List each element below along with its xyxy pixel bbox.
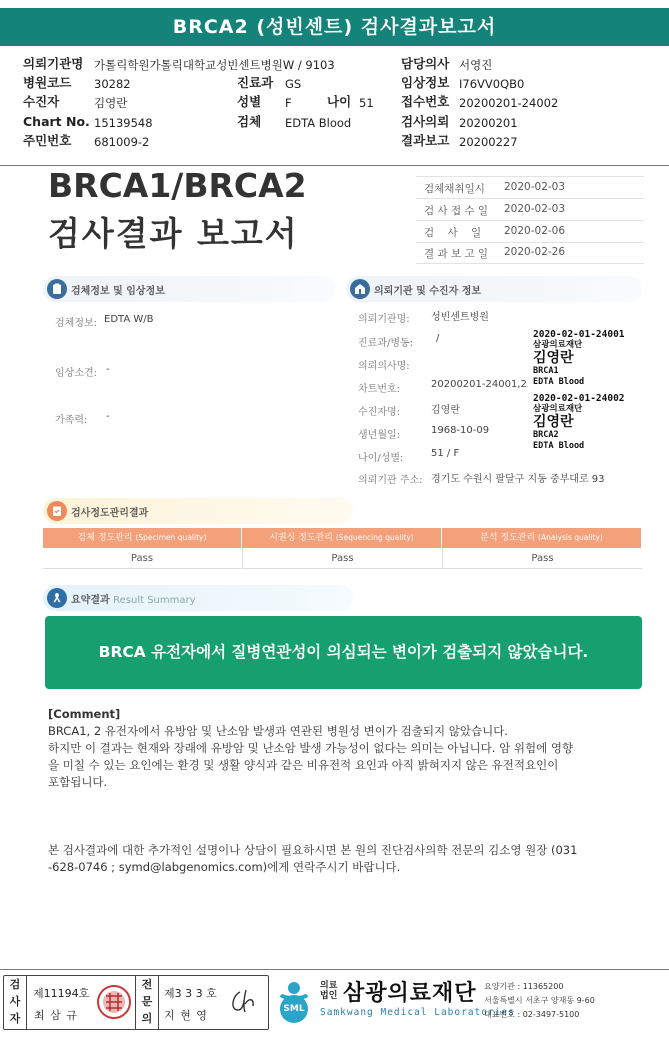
specimen-code: 2020-02-01-24002 bbox=[533, 393, 625, 404]
sample-section-header bbox=[43, 276, 336, 302]
header-value: 51 bbox=[359, 96, 374, 110]
date-label: 검체채취일시 bbox=[424, 183, 485, 195]
header-row bbox=[23, 133, 663, 151]
client-label: 의뢰기관 주소: bbox=[358, 475, 423, 486]
summary-section-title bbox=[71, 591, 196, 606]
qc-result: Pass bbox=[442, 549, 642, 569]
summary-heading-en: Result Summary bbox=[113, 595, 196, 606]
header-value: 30282 bbox=[94, 77, 131, 91]
header-row bbox=[23, 56, 663, 74]
header-value: 서영진 bbox=[459, 58, 493, 72]
label-char: 문 bbox=[141, 995, 153, 1008]
qc-header-ko: 시퀀싱 정도관리 bbox=[269, 533, 333, 543]
date-label: 결 과 보 고 일 bbox=[424, 248, 489, 260]
comment-line: BRCA1, 2 유전자에서 유방암 및 난소암 발생과 연관된 병원성 변이가 검출되지 않았습니다. bbox=[48, 724, 508, 738]
qc-result: Pass bbox=[43, 549, 241, 569]
family-history-value: - bbox=[106, 411, 110, 422]
qc-result: Pass bbox=[242, 549, 442, 569]
header-key: 접수번호 bbox=[401, 94, 450, 109]
header-key: 검사의뢰 bbox=[401, 114, 450, 129]
org-contact-line: 대표번호 : 02-3497-5100 bbox=[484, 1010, 580, 1019]
summary-section-header bbox=[43, 585, 353, 611]
summary-heading-ko: 요약결과 bbox=[71, 595, 110, 606]
red-seal-icon bbox=[96, 984, 132, 1020]
header-row bbox=[23, 94, 663, 112]
summary-result: BRCA 유전자에서 질병연관성이 의심되는 변이가 검출되지 않았습니다. bbox=[45, 616, 642, 689]
client-value: 51 / F bbox=[431, 448, 460, 459]
org-contact-line: 서울특별시 서초구 양재동 9-60 bbox=[484, 996, 595, 1005]
header-key: 검체 bbox=[237, 114, 262, 129]
qc-header-cell bbox=[242, 528, 441, 548]
signature-icon bbox=[226, 986, 262, 1018]
org-contact bbox=[484, 980, 595, 1022]
sample-value: EDTA W/B bbox=[104, 314, 154, 325]
ribbon-icon bbox=[47, 588, 67, 608]
header-value: GS bbox=[285, 77, 302, 91]
date-label: 검 사 일 bbox=[424, 227, 482, 239]
comment-heading: [Comment] bbox=[48, 707, 121, 721]
client-value: / bbox=[436, 333, 440, 344]
label-char: 전 bbox=[141, 978, 153, 991]
date-value: 2020-02-03 bbox=[504, 181, 566, 193]
date-row bbox=[416, 199, 644, 221]
comment-line: 포함됩니다. bbox=[48, 775, 108, 789]
date-value: 2020-02-03 bbox=[504, 203, 566, 215]
client-label: 수진자명: bbox=[358, 407, 401, 418]
header-key: 진료과 bbox=[237, 75, 274, 90]
client-section-title: 의뢰기관 및 수진자 정보 bbox=[374, 286, 482, 297]
date-label: 검 사 접 수 일 bbox=[424, 205, 489, 217]
client-label: 생년월일: bbox=[358, 430, 401, 441]
client-value: 김영란 bbox=[431, 405, 460, 416]
contact-line: -628-0746 ; symd@labgenomics.com)에게 연락주시기 바랍니다. bbox=[48, 860, 401, 874]
date-table bbox=[416, 168, 644, 264]
inspector-name: 최 삼 규 bbox=[34, 1009, 78, 1022]
comment-line: 하지만 이 결과는 현재와 장래에 유방암 및 난소암 발생 가능성이 없다는 의미는 아닙니다. 암 위험에 영향 bbox=[48, 741, 574, 755]
qc-header-cell bbox=[442, 528, 641, 548]
header-title: BRCA2 (성빈센트) 검사결과보고서 bbox=[172, 16, 497, 38]
org-prefix bbox=[320, 981, 337, 1001]
header-key: 주민번호 bbox=[23, 133, 72, 148]
client-label: 의뢰의사명: bbox=[358, 361, 410, 372]
clinical-label: 임상소견: bbox=[55, 368, 98, 379]
header-value: 20200201-24002 bbox=[459, 96, 559, 110]
client-label: 의뢰기관명: bbox=[358, 314, 410, 325]
report-title-line2: 검사결과 보고서 bbox=[48, 214, 299, 253]
qc-header-en: (Analysis quality) bbox=[538, 533, 603, 542]
clinical-value: - bbox=[106, 364, 110, 375]
qc-header-en: (Sequencing quality) bbox=[335, 533, 414, 542]
client-label: 차트번호: bbox=[358, 384, 401, 395]
header-key: 나이 bbox=[327, 94, 352, 109]
header-row bbox=[23, 114, 663, 132]
client-value: 1968-10-09 bbox=[431, 425, 490, 436]
specialist-license: 제3 3 3 호 bbox=[164, 987, 217, 1000]
checklist-icon bbox=[47, 501, 67, 521]
sample-label: 검체정보: bbox=[55, 318, 98, 329]
client-label: 나이/성별: bbox=[358, 453, 404, 464]
inspector-label bbox=[4, 976, 27, 1029]
header-value: 20200201 bbox=[459, 116, 518, 130]
header-value: EDTA Blood bbox=[285, 116, 352, 130]
contact-line: 본 검사결과에 대한 추가적인 설명이나 상담이 필요하시면 본 원의 진단검사의학 전문의 김소영 원장 (031 bbox=[48, 843, 578, 857]
org-prefix-top: 의료 bbox=[320, 981, 338, 991]
header-key: 병원코드 bbox=[23, 75, 72, 90]
label-char: 의 bbox=[141, 1012, 153, 1025]
header-value: 김영란 bbox=[94, 96, 128, 110]
date-value: 2020-02-06 bbox=[504, 225, 566, 237]
header-value: 가톨릭학원가톨릭대학교성빈센트병원W / 9103 bbox=[94, 58, 335, 72]
header-key: 결과보고 bbox=[401, 133, 450, 148]
qc-section-title: 검사정도관리결과 bbox=[71, 508, 149, 519]
signature-box bbox=[3, 975, 269, 1030]
header-key: 수진자 bbox=[23, 94, 60, 109]
header-value: 15139548 bbox=[94, 116, 153, 130]
specimen-name: 김영란 bbox=[533, 414, 574, 430]
specimen-name: 김영란 bbox=[533, 350, 574, 366]
org-contact-line: 요양기관 : 11365200 bbox=[484, 982, 564, 991]
qc-table bbox=[43, 528, 641, 570]
header-value: F bbox=[285, 96, 292, 110]
specialist-label bbox=[135, 976, 159, 1029]
qc-header-ko: 검체 정도관리 bbox=[77, 533, 133, 543]
org-name-en: Samkwang Medical Laboratories bbox=[320, 1007, 515, 1018]
specimen-test: BRCA2 bbox=[533, 430, 559, 440]
comment-block bbox=[48, 706, 638, 791]
qc-header-ko: 분석 정도관리 bbox=[480, 533, 536, 543]
date-row-clipped bbox=[416, 168, 644, 177]
qc-header-en: (Specimen quality) bbox=[135, 533, 207, 542]
client-value: 20200201-24001,2 bbox=[431, 379, 527, 390]
specimen-code: 2020-02-01-24001 bbox=[533, 329, 625, 340]
specimen-test: BRCA1 bbox=[533, 366, 559, 376]
qc-section-header bbox=[43, 498, 353, 524]
header-value: 20200227 bbox=[459, 135, 518, 149]
date-row bbox=[416, 177, 644, 199]
org-prefix-bottom: 법인 bbox=[320, 991, 338, 1001]
label-char: 검 bbox=[9, 978, 21, 991]
date-value: 2020-02-26 bbox=[504, 246, 566, 258]
header-key: 임상정보 bbox=[401, 75, 450, 90]
logo-text: SML bbox=[283, 1004, 305, 1014]
inspector-license: 제11194호 bbox=[33, 987, 90, 1000]
client-value: 성빈센트병원 bbox=[431, 312, 489, 323]
header-row bbox=[23, 75, 663, 93]
footer-separator bbox=[0, 969, 669, 970]
comment-line: 을 미칠 수 있는 요인에는 환경 및 생활 양식과 같은 비유전적 요인과 아직 밝혀지지 않은 유전적요인이 bbox=[48, 758, 559, 772]
contact-block bbox=[48, 842, 648, 876]
header-key: 성별 bbox=[237, 94, 262, 109]
date-row bbox=[416, 242, 644, 264]
date-row bbox=[416, 221, 644, 243]
org-logo-icon bbox=[271, 979, 317, 1025]
client-section-header bbox=[346, 276, 642, 302]
header-value: 681009-2 bbox=[94, 135, 150, 149]
specimen-org: 삼광의료재단 bbox=[533, 404, 583, 414]
clipboard-icon bbox=[47, 279, 67, 299]
specimen-sample: EDTA Blood bbox=[533, 441, 585, 451]
client-value: 경기도 수원시 팔달구 지동 중부대로 93 bbox=[431, 474, 605, 485]
specimen-label bbox=[533, 394, 645, 458]
specialist-name: 지 현 영 bbox=[164, 1009, 208, 1022]
label-char: 자 bbox=[9, 1012, 21, 1025]
specimen-org: 삼광의료재단 bbox=[533, 340, 583, 350]
specimen-sample: EDTA Blood bbox=[533, 377, 585, 387]
label-char: 사 bbox=[9, 995, 21, 1008]
org-name: 삼광의료재단 bbox=[343, 981, 477, 1006]
sample-section-title: 검체정보 및 임상정보 bbox=[71, 286, 165, 297]
header-key: 의뢰기관명 bbox=[23, 56, 84, 71]
specimen-label bbox=[533, 330, 645, 394]
qc-header-cell bbox=[43, 528, 241, 548]
report-title-line1: BRCA1/BRCA2 bbox=[48, 166, 307, 205]
header-key: Chart No. bbox=[23, 114, 90, 129]
header-value: I76VV0QB0 bbox=[459, 77, 525, 91]
hospital-icon bbox=[350, 279, 370, 299]
family-history-label: 가족력: bbox=[55, 415, 88, 426]
header-key: 담당의사 bbox=[401, 56, 450, 71]
client-label: 진료과/병동: bbox=[358, 338, 414, 349]
